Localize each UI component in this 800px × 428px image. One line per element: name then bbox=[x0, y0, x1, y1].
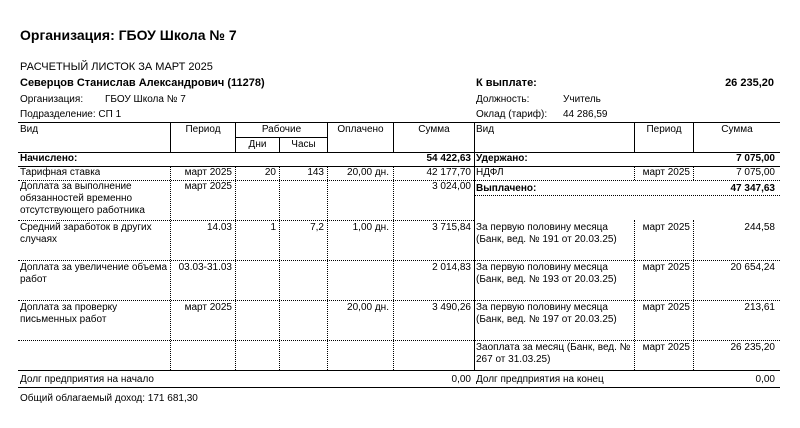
header-period: Период bbox=[185, 124, 221, 135]
paid-label: Выплачено: bbox=[476, 183, 537, 194]
accrual-paid: 20,00 дн. bbox=[347, 167, 389, 178]
accrual-days: 20 bbox=[264, 167, 276, 178]
header-period-right: Период bbox=[646, 124, 682, 135]
accrual-sum: 2 014,83 bbox=[432, 262, 471, 273]
withheld-total: 7 075,00 bbox=[736, 153, 775, 164]
salary-label: Оклад (тариф): bbox=[476, 109, 548, 120]
position-value: Учитель bbox=[563, 94, 601, 105]
accrual-days: 1 bbox=[270, 222, 276, 233]
payment-name: За первую половину месяца (Банк, вед. № 193 от 20.03.25) bbox=[476, 262, 617, 285]
payment-name: За первую половину месяца (Банк, вед. № 197 от 20.03.25) bbox=[476, 302, 617, 325]
header-days: Дни bbox=[248, 139, 267, 150]
accrual-name: Доплата за увеличение объема работ bbox=[20, 262, 168, 285]
accrual-period: 03.03-31.03 bbox=[178, 262, 232, 273]
payment-period: март 2025 bbox=[642, 262, 690, 273]
department: Подразделение: СП 1 bbox=[20, 109, 122, 120]
sheet-title: РАСЧЕТНЫЙ ЛИСТОК ЗА МАРТ 2025 bbox=[20, 61, 213, 73]
debt-start-label: Долг предприятия на начало bbox=[20, 374, 154, 385]
payment-sum: 26 235,20 bbox=[730, 342, 775, 353]
organization-label: Организация: bbox=[20, 94, 84, 105]
debt-end-value: 0,00 bbox=[755, 374, 775, 385]
header-hours: Часы bbox=[291, 139, 316, 150]
payment-period: март 2025 bbox=[642, 302, 690, 313]
accrual-name: Тарифная ставка bbox=[20, 167, 101, 178]
header-sum-right: Сумма bbox=[721, 124, 753, 135]
accrual-sum: 3 715,84 bbox=[432, 222, 471, 233]
accrual-hours: 7,2 bbox=[310, 222, 324, 233]
accrual-period: 14.03 bbox=[206, 222, 232, 233]
paid-total: 47 347,63 bbox=[730, 183, 775, 194]
accrual-sum: 3 024,00 bbox=[432, 181, 471, 192]
payment-name: За первую половину месяца (Банк, вед. № 191 от 20.03.25) bbox=[476, 222, 617, 245]
header-paid: Оплачено bbox=[337, 124, 384, 135]
accrual-period: март 2025 bbox=[184, 181, 232, 192]
payment-sum: 20 654,24 bbox=[730, 262, 775, 273]
payment-period: март 2025 bbox=[642, 342, 690, 353]
position-label: Должность: bbox=[476, 94, 530, 105]
accrual-period: март 2025 bbox=[184, 167, 232, 178]
accrual-hours: 143 bbox=[307, 167, 324, 178]
to-pay-label: К выплате: bbox=[476, 77, 537, 89]
accrual-paid: 20,00 дн. bbox=[347, 302, 389, 313]
accrual-sum: 3 490,26 bbox=[432, 302, 471, 313]
debt-end-label: Долг предприятия на конец bbox=[476, 374, 604, 385]
organization-title: Организация: ГБОУ Школа № 7 bbox=[20, 27, 237, 43]
accrued-label: Начислено: bbox=[20, 153, 78, 164]
header-sum: Сумма bbox=[418, 124, 450, 135]
accrual-sum: 42 177,70 bbox=[426, 167, 471, 178]
salary-value: 44 286,59 bbox=[563, 109, 608, 120]
withheld-sum: 7 075,00 bbox=[736, 167, 775, 178]
header-type-right: Вид bbox=[476, 124, 495, 135]
accrual-period: март 2025 bbox=[184, 302, 232, 313]
header-work: Рабочие bbox=[261, 124, 302, 135]
payment-sum: 244,58 bbox=[744, 222, 775, 233]
to-pay-value: 26 235,20 bbox=[725, 77, 774, 89]
accrual-name: Доплата за выполнение обязанностей временно отсутствующего работника bbox=[20, 181, 145, 216]
debt-start-value: 0,00 bbox=[451, 374, 471, 385]
accrual-name: Средний заработок в других случаях bbox=[20, 222, 152, 245]
accrual-paid: 1,00 дн. bbox=[352, 222, 389, 233]
organization-value: ГБОУ Школа № 7 bbox=[105, 94, 186, 105]
header-type: Вид bbox=[20, 124, 39, 135]
withheld-name: НДФЛ bbox=[476, 167, 504, 178]
payment-sum: 213,61 bbox=[744, 302, 775, 313]
payment-name: Заоплата за месяц (Банк, вед. № 267 от 31.03.25) bbox=[476, 342, 631, 365]
accrued-total: 54 422,63 bbox=[426, 153, 471, 164]
taxable-income: Общий облагаемый доход: 171 681,30 bbox=[20, 393, 198, 404]
withheld-period: март 2025 bbox=[642, 167, 690, 178]
accrual-name: Доплата за проверку письменных работ bbox=[20, 302, 118, 325]
payment-period: март 2025 bbox=[642, 222, 690, 233]
employee-name: Северцов Станислав Александрович (11278) bbox=[20, 77, 265, 89]
withheld-label: Удержано: bbox=[476, 153, 528, 164]
